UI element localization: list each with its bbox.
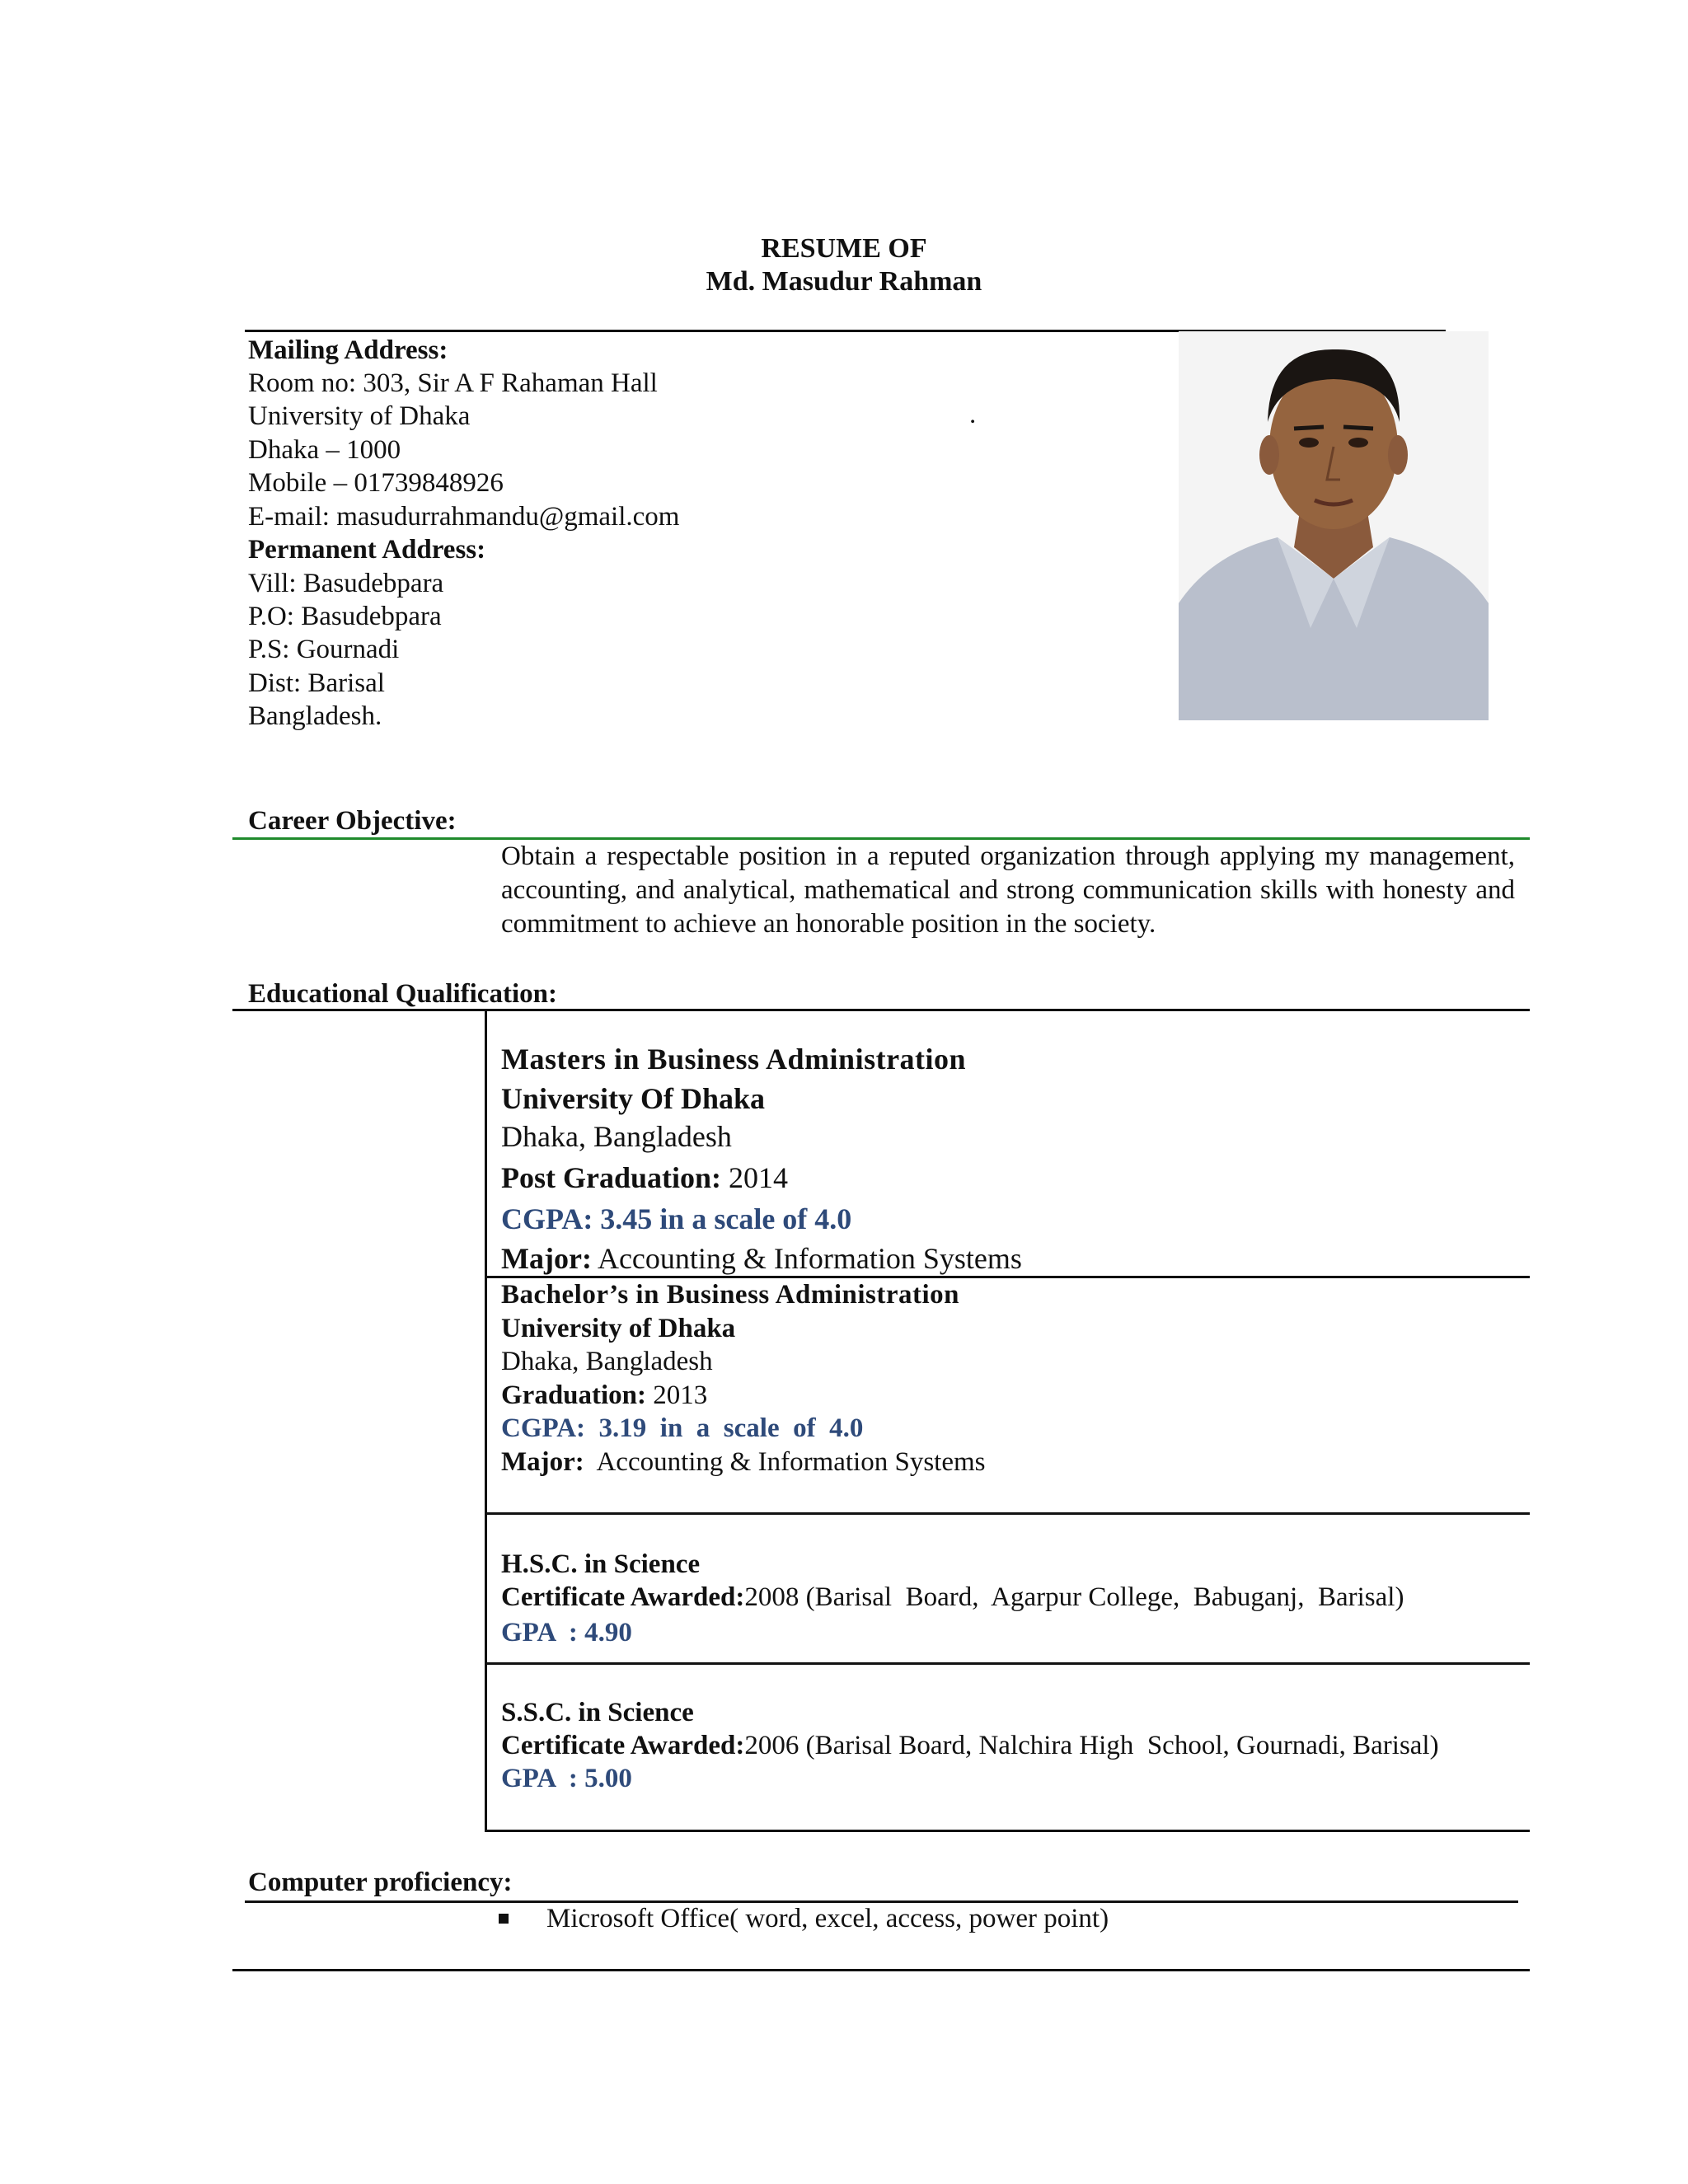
applicant-name: Md. Masudur Rahman	[706, 266, 982, 297]
bachelors-cgpa: CGPA: 3.19 in a scale of 4.0	[501, 1413, 864, 1443]
permanent-line-district: Dist: Barisal	[248, 668, 385, 698]
hsc-title: H.S.C. in Science	[501, 1549, 701, 1579]
masters-graduation	[501, 1160, 788, 1195]
mailing-address-heading: Mailing Address:	[248, 335, 448, 365]
hsc-certificate-label: Certificate Awarded:	[501, 1582, 745, 1612]
ssc-certificate	[501, 1731, 1439, 1761]
page-bottom-rule	[232, 1969, 1530, 1971]
mailing-line-city: Dhaka – 1000	[248, 435, 401, 465]
bachelors-university: University of Dhaka	[501, 1314, 736, 1343]
masters-major	[501, 1241, 1022, 1276]
hsc-certificate-value: 2008 (Barisal Board, Agarpur College, Babuganj, Barisal)	[744, 1582, 1404, 1612]
education-heading: Educational Qualification:	[248, 979, 557, 1009]
bachelors-major-value: Accounting & Information Systems	[584, 1447, 986, 1477]
computer-proficiency-heading: Computer proficiency:	[248, 1868, 513, 1897]
ssc-certificate-value: 2006 (Barisal Board, Nalchira High School, Gournadi, Barisal)	[744, 1731, 1439, 1760]
profile-photo	[1179, 331, 1489, 720]
hsc-divider	[485, 1662, 1530, 1665]
bachelors-graduation-label: Graduation:	[501, 1380, 647, 1410]
career-objective-heading: Career Objective:	[248, 806, 457, 836]
computer-proficiency-divider	[245, 1900, 1518, 1903]
ssc-certificate-label: Certificate Awarded:	[501, 1731, 745, 1760]
mailing-line-mobile: Mobile – 01739848926	[248, 468, 504, 498]
education-left-rule	[485, 1009, 487, 1830]
bachelors-major	[501, 1447, 985, 1478]
mailing-line-email: E-mail: masudurrahmandu@gmail.com	[248, 502, 680, 532]
masters-major-value: Accounting & Information Systems	[591, 1242, 1022, 1275]
permanent-line-police-station: P.S: Gournadi	[248, 635, 400, 664]
computer-skill-item: Microsoft Office( word, excel, access, power point)	[546, 1904, 1109, 1933]
mailing-line-university: University of Dhaka	[248, 401, 471, 431]
education-bottom-rule	[485, 1830, 1530, 1832]
permanent-line-post-office: P.O: Basudebpara	[248, 602, 442, 631]
bullet-icon	[499, 1914, 509, 1924]
career-objective-text: Obtain a respectable position in a reputed organization through applying my management, accounting, and analytical, mathematical and strong communication skills with honesty and commitment to achieve an honorable position in the society.	[501, 841, 1515, 939]
mailing-line-room: Room no: 303, Sir A F Rahaman Hall	[248, 368, 658, 398]
hsc-certificate	[501, 1582, 1404, 1613]
masters-university: University Of Dhaka	[501, 1082, 766, 1115]
hsc-gpa: GPA : 4.90	[501, 1618, 632, 1647]
bachelors-major-label: Major:	[501, 1447, 584, 1477]
masters-divider	[485, 1276, 1530, 1278]
bachelors-graduation	[501, 1380, 707, 1411]
masters-cgpa: CGPA: 3.45 in a scale of 4.0	[501, 1202, 852, 1235]
bachelors-graduation-year: 2013	[646, 1380, 708, 1410]
permanent-line-country: Bangladesh.	[248, 701, 382, 731]
masters-degree: Masters in Business Administration	[501, 1043, 967, 1076]
masters-graduation-year: 2014	[721, 1161, 789, 1194]
stray-dot: .	[969, 400, 977, 429]
resume-title: RESUME OF	[761, 233, 927, 264]
bachelors-degree: Bachelor’s in Business Administration	[501, 1280, 960, 1310]
ssc-title: S.S.C. in Science	[501, 1698, 694, 1727]
bachelors-divider	[485, 1512, 1530, 1515]
permanent-address-heading: Permanent Address:	[248, 535, 486, 565]
masters-graduation-label: Post Graduation:	[501, 1161, 722, 1194]
masters-location: Dhaka, Bangladesh	[501, 1120, 732, 1153]
masters-major-label: Major:	[501, 1242, 592, 1275]
bachelors-location: Dhaka, Bangladesh	[501, 1347, 713, 1376]
permanent-line-village: Vill: Basudebpara	[248, 569, 444, 598]
ssc-gpa: GPA : 5.00	[501, 1764, 632, 1793]
education-top-rule	[232, 1009, 1530, 1011]
